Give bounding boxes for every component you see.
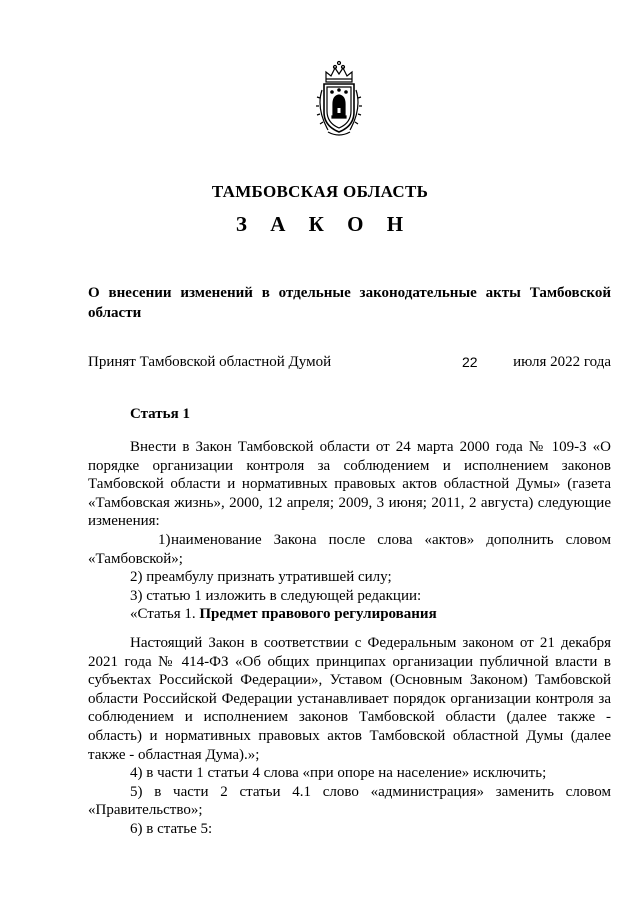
item-1: [88, 531, 611, 550]
adoption-day: 22: [462, 354, 478, 370]
adoption-month-year: июля 2022 года: [513, 354, 611, 370]
item-1-text: наименование Закона после слова «актов» дополнить словом: [171, 531, 611, 548]
item-3: 3) статью 1 изложить в следующей редакции:: [130, 587, 422, 604]
article-body: [88, 438, 611, 624]
region-title: ТАМБОВСКАЯ ОБЛАСТЬ: [211, 182, 429, 201]
tambov-coat-of-arms-icon: [314, 60, 364, 140]
quote-title: Предмет правового регулирования: [199, 606, 437, 623]
item-6: 6) в статье 5:: [130, 820, 213, 837]
item-2: 2) преамбулу признать утратившей силу;: [130, 569, 392, 586]
article-intro-paragraph: Внести в Закон Тамбовской области от 24 марта 2000 года № 109-З «О порядке организации контроля за соблюдением и исполнением законов Тамбовской области и нормативных правовых актов областной Думы» (газета «Тамбовская жизнь», 2000, 12 апреля; 2009, 3 июня; 2011, 2 августа) следующие изменения:: [88, 439, 611, 530]
item-1-number: 1): [158, 531, 171, 548]
law-subject-title: О внесении изменений в отдельные законодательные акты Тамбовской области: [88, 285, 611, 321]
article-heading: Статья 1: [130, 406, 190, 422]
item-4: 4) в части 1 статьи 4 слова «при опоре на население» исключить;: [130, 765, 547, 782]
item-5: 5) в части 2 статьи 4.1 слово «администрация» заменить словом «Правительство»;: [88, 783, 611, 819]
item-1-continuation: «Тамбовской»;: [88, 550, 183, 567]
item-3-quote-heading: [88, 605, 611, 624]
article-body-continued: [88, 634, 611, 839]
document-type-title: З А К О Н: [235, 212, 413, 236]
adopted-by-text: Принят Тамбовской областной Думой: [88, 354, 332, 370]
quote-prefix: «Статья 1.: [130, 606, 200, 623]
new-article-text: Настоящий Закон в соответствии с Федеральным законом от 21 декабря 2021 года № 414-ФЗ «Об общих принципах организации публичной власти в субъектах Российской Федерации», Уставом (Основным Законом) Тамбовской области Российской Федерации устанавливает порядок организации контроля за соблюдением и исполнением законов Тамбовской области (далее также - область) и нормативных правовых актов Тамбовской областной Думы (далее также - областная Дума).»;: [88, 635, 611, 763]
